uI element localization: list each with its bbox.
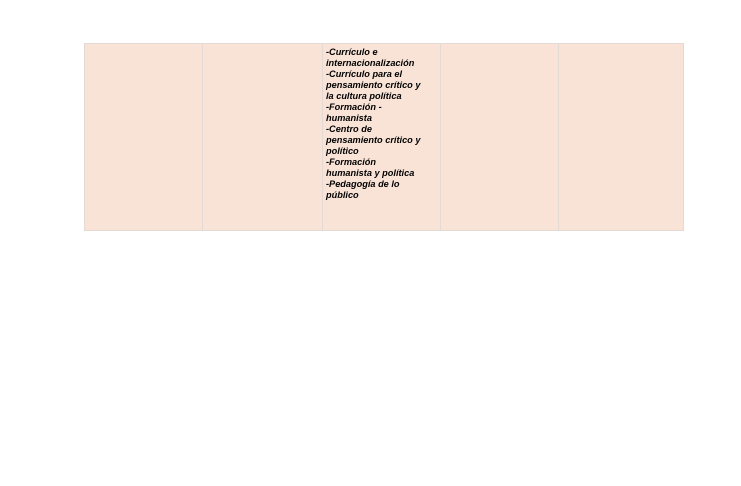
- table-cell-2: [203, 44, 323, 231]
- cell-text-line: -Currículo e: [326, 47, 378, 57]
- cell-text-line: pensamiento crítico y: [326, 80, 421, 90]
- cell-text-line: público: [326, 190, 359, 200]
- cell-text-line: -Centro de: [326, 124, 372, 134]
- cell-text-line: humanista y política: [326, 168, 415, 178]
- cell-text-line: humanista: [326, 113, 372, 123]
- table-cell-3: [323, 44, 441, 231]
- table-cell-5: [559, 44, 684, 231]
- table-cell-1: [85, 44, 203, 231]
- cell-text-line: -Pedagogía de lo: [326, 179, 400, 189]
- cell-text-line: -Formación -: [326, 102, 382, 112]
- cell-text-line: -Currículo para el: [326, 69, 403, 79]
- table-cell-4: [441, 44, 559, 231]
- cell-text-line: la cultura política: [326, 91, 402, 101]
- cell-text-line: -Formación: [326, 157, 377, 167]
- table-row: [85, 44, 684, 231]
- content-table: [84, 43, 684, 231]
- cell-text-line: pensamiento crítico y: [326, 135, 421, 145]
- cell-text-line: internacionalización: [326, 58, 415, 68]
- cell-text-line: político: [326, 146, 359, 156]
